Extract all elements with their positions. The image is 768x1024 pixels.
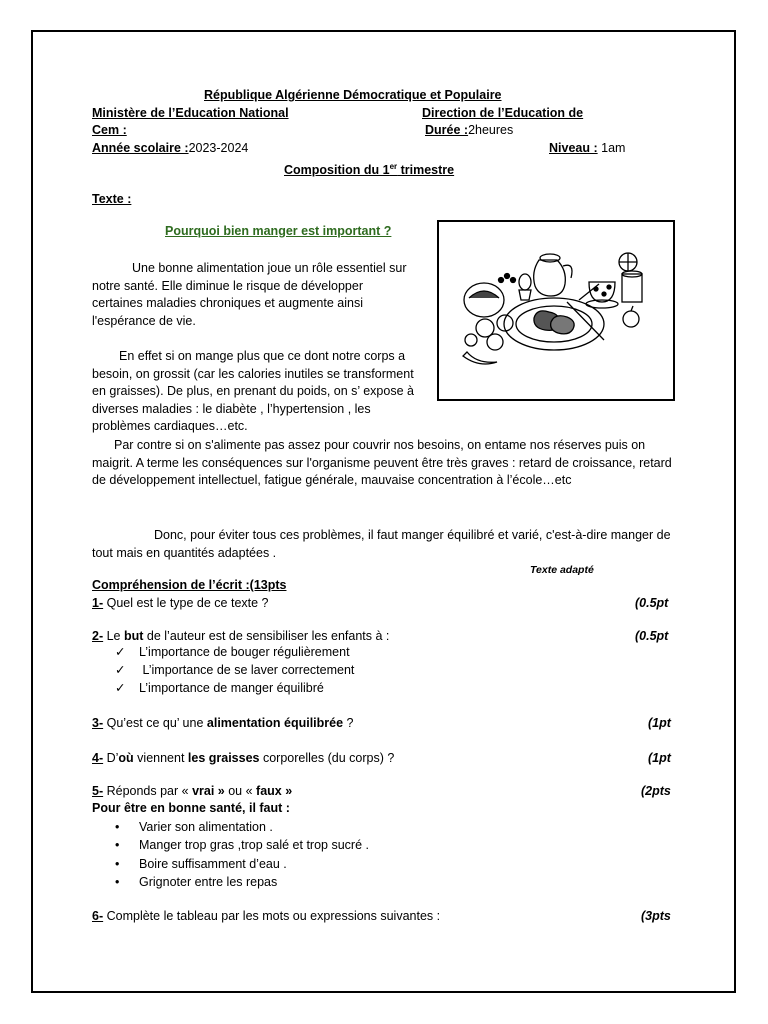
comprehension-title: Compréhension de l’écrit :(13pts	[92, 578, 287, 592]
niveau-line: Niveau : 1am	[549, 141, 626, 155]
bullet-icon: •	[115, 820, 120, 834]
q5-item-1: • Varier son alimentation .	[115, 820, 273, 834]
question-4: 4- D’où viennent les graisses corporelles (du corps) ?	[92, 751, 395, 765]
question-3: 3- Qu’est ce qu’ une alimentation équilibrée ?	[92, 716, 354, 730]
ministry-label: Ministère de l’Education National	[92, 106, 289, 120]
checkmark-icon: ✓	[115, 663, 126, 677]
q2-option-2: ✓ L’importance de se laver correctement	[115, 663, 355, 677]
question-5-points: (2pts	[641, 784, 671, 798]
bullet-icon: •	[115, 838, 120, 852]
duree-line: Durée :2heures	[425, 123, 514, 137]
q2-option-1: ✓ L’importance de bouger régulièrement	[115, 645, 350, 659]
composition-title: Composition du 1er trimestre	[284, 162, 455, 178]
source-note: Texte adapté	[530, 564, 594, 576]
texte-title: Pourquoi bien manger est important ?	[165, 224, 392, 238]
q5-item-4: • Grignoter entre les repas	[115, 875, 278, 889]
paragraph-3: Par contre si on s'alimente pas assez pour couvrir nos besoins, on entame nos réserves puis on maigrit. A terme les conséquences sur l'organisme peuvent être très graves : retard de croissance, retard de développement intellectuel, fatigue générale, mauvaise concentration à l’école…etc	[92, 438, 672, 487]
q2-option-3: ✓ L’importance de manger équilibré	[115, 681, 324, 695]
question-6-points: (3pts	[641, 909, 671, 923]
food-illustration	[437, 220, 675, 401]
question-5: 5- Réponds par « vrai » ou « faux »	[92, 784, 293, 798]
question-2: 2- Le but de l’auteur est de sensibiliser les enfants à :	[92, 629, 390, 643]
question-1: 1- Quel est le type de ce texte ?	[92, 596, 269, 610]
question-3-points: (1pt	[648, 716, 671, 730]
bullet-icon: •	[115, 875, 120, 889]
question-1-points: (0.5pt	[635, 596, 669, 610]
paragraph-2: En effet si on mange plus que ce dont notre corps a besoin, on grossit (car les calories inutiles se transforment en graisses). De plus, en prenant du poids, on s’ expose à diverses maladies : le diabète , l’hypertension , les problèmes cardiaques…etc.	[92, 349, 414, 433]
paragraph-1: Une bonne alimentation joue un rôle essentiel sur notre santé. Elle diminue le risque de développer certaines maladies chroniques et augmente ainsi l'espérance de vie.	[92, 261, 407, 328]
paragraph-4: Donc, pour éviter tous ces problèmes, il faut manger équilibré et varié, c'est-à-dire manger de tout mais en quantités adaptées .	[92, 528, 671, 560]
annee-line: Année scolaire :2023-2024	[92, 141, 249, 155]
checkmark-icon: ✓	[115, 681, 126, 695]
checkmark-icon: ✓	[115, 645, 126, 659]
texte-label: Texte :	[92, 192, 132, 206]
direction-label: Direction de l’Education de	[422, 106, 584, 120]
q5-item-2: • Manger trop gras ,trop salé et trop sucré .	[115, 838, 369, 852]
question-6: 6- Complète le tableau par les mots ou expressions suivantes :	[92, 909, 441, 923]
question-5-subtitle: Pour être en bonne santé, il faut :	[92, 801, 290, 815]
question-2-points: (0.5pt	[635, 629, 669, 643]
q5-item-3: • Boire suffisamment d’eau .	[115, 857, 287, 871]
republic-heading: République Algérienne Démocratique et Populaire	[204, 88, 502, 102]
question-4-points: (1pt	[648, 751, 671, 765]
bullet-icon: •	[115, 857, 120, 871]
food-drawing	[439, 222, 673, 399]
cem-label: Cem :	[92, 123, 127, 137]
